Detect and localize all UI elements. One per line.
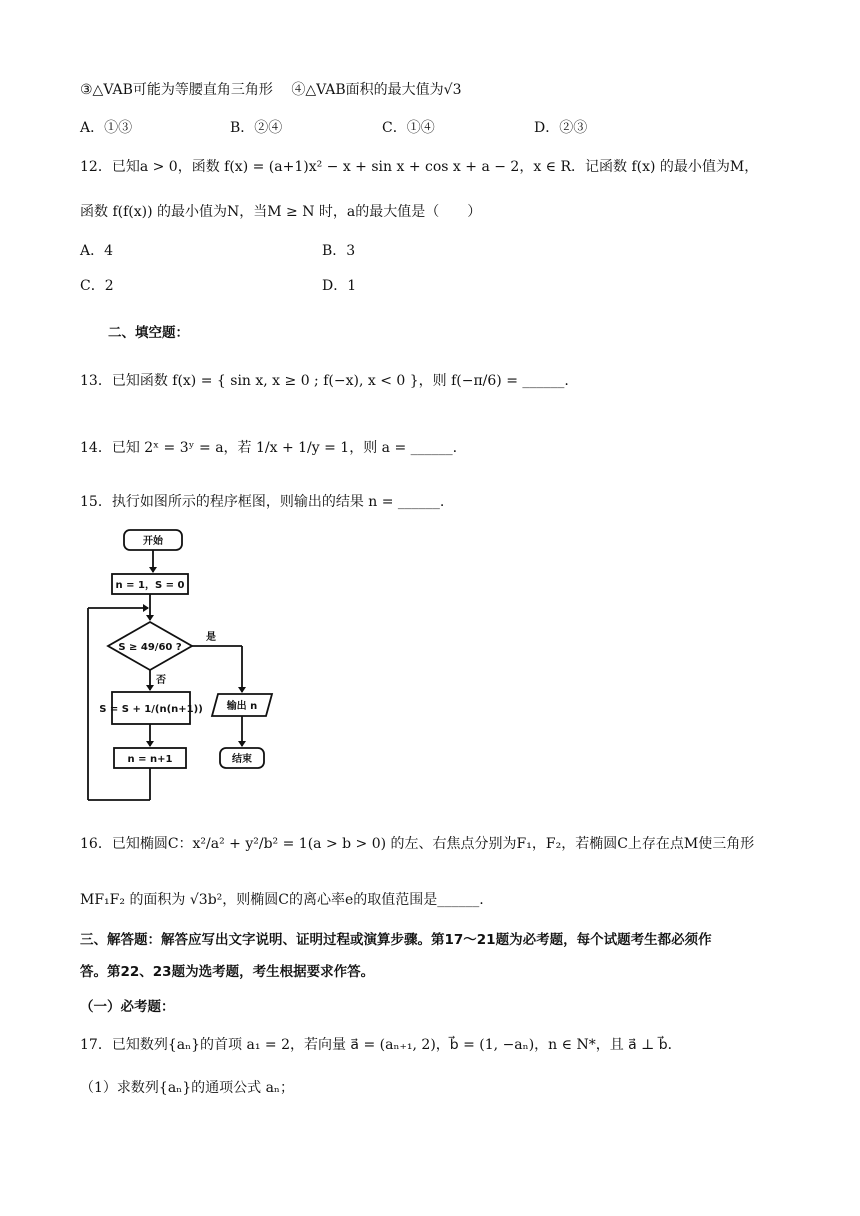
section-3-heading-line-1: 三、解答题：解答应写出文字说明、证明过程或演算步骤。第17～21题为必考题，每个试题考生都必须作 (80, 932, 712, 948)
q12-line-2: 函数 f(f(x)) 的最小值为N，当M ≥ N 时，a的最大值是（ ） (80, 204, 482, 220)
q16-line-2: MF₁F₂ 的面积为 √3b²，则椭圆C的离心率e的取值范围是______. (80, 892, 484, 908)
q12-option-c: C．2 (80, 278, 114, 294)
program-flowchart (84, 526, 284, 806)
flow-init-label: n = 1，S = 0 (115, 580, 185, 591)
section-2-heading: 二、填空题： (108, 325, 189, 341)
q12-option-b: B．3 (322, 243, 356, 259)
flow-condition-label: S ≥ 49/60 ? (118, 642, 182, 653)
q17-part-1: （1）求数列{aₙ}的通项公式 aₙ； (80, 1080, 294, 1096)
q17: 17．已知数列{aₙ}的首项 a₁ = 2，若向量 a⃗ = (aₙ₊₁, 2)，b⃗ = (1, −aₙ)，n ∈ N*，且 a⃗ ⊥ b⃗． (80, 1037, 682, 1053)
q13: 13．已知函数 f(x) = { sin x, x ≥ 0 ; f(−x), x < 0 }，则 f(−π/6) = ______. (80, 373, 569, 389)
q12-option-a: A．4 (80, 243, 114, 259)
section-3-subheading: （一）必考题： (80, 999, 175, 1015)
q11-option-b: B．②④ (230, 120, 283, 136)
q11-option-a: A．①③ (80, 120, 133, 136)
flow-update-n-label: n = n+1 (127, 754, 173, 765)
q12-line-1: 12．已知a > 0，函数 f(x) = (a+1)x² − x + sin x + cos x + a − 2，x ∈ R．记函数 f(x) 的最小值为M， (80, 159, 759, 175)
flow-end-label: 结束 (232, 754, 252, 765)
section-3-heading-line-2: 答。第22、23题为选考题，考生根据要求作答。 (80, 964, 375, 980)
flow-update-s-label: S = S + 1/(n(n+1)) (99, 704, 203, 715)
q15: 15．执行如图所示的程序框图，则输出的结果 n = ______. (80, 494, 445, 510)
q16-line-1: 16．已知椭圆C：x²/a² + y²/b² = 1(a > b > 0) 的左、右焦点分别为F₁，F₂，若椭圆C上存在点M使三角形 (80, 836, 755, 852)
flow-no-label: 否 (156, 675, 166, 686)
flow-output-label: 输出 n (226, 701, 258, 712)
option-line-3-4: ③△VAB可能为等腰直角三角形 ④△VAB面积的最大值为√3 (80, 82, 462, 98)
q11-option-d: D．②③ (534, 120, 588, 136)
flow-start-label: 开始 (143, 536, 163, 547)
q12-option-d: D．1 (322, 278, 357, 294)
q14: 14．已知 2ˣ = 3ʸ = a，若 1/x + 1/y = 1，则 a = ______. (80, 440, 458, 456)
q11-option-c: C．①④ (382, 120, 435, 136)
flow-yes-label: 是 (206, 632, 216, 643)
